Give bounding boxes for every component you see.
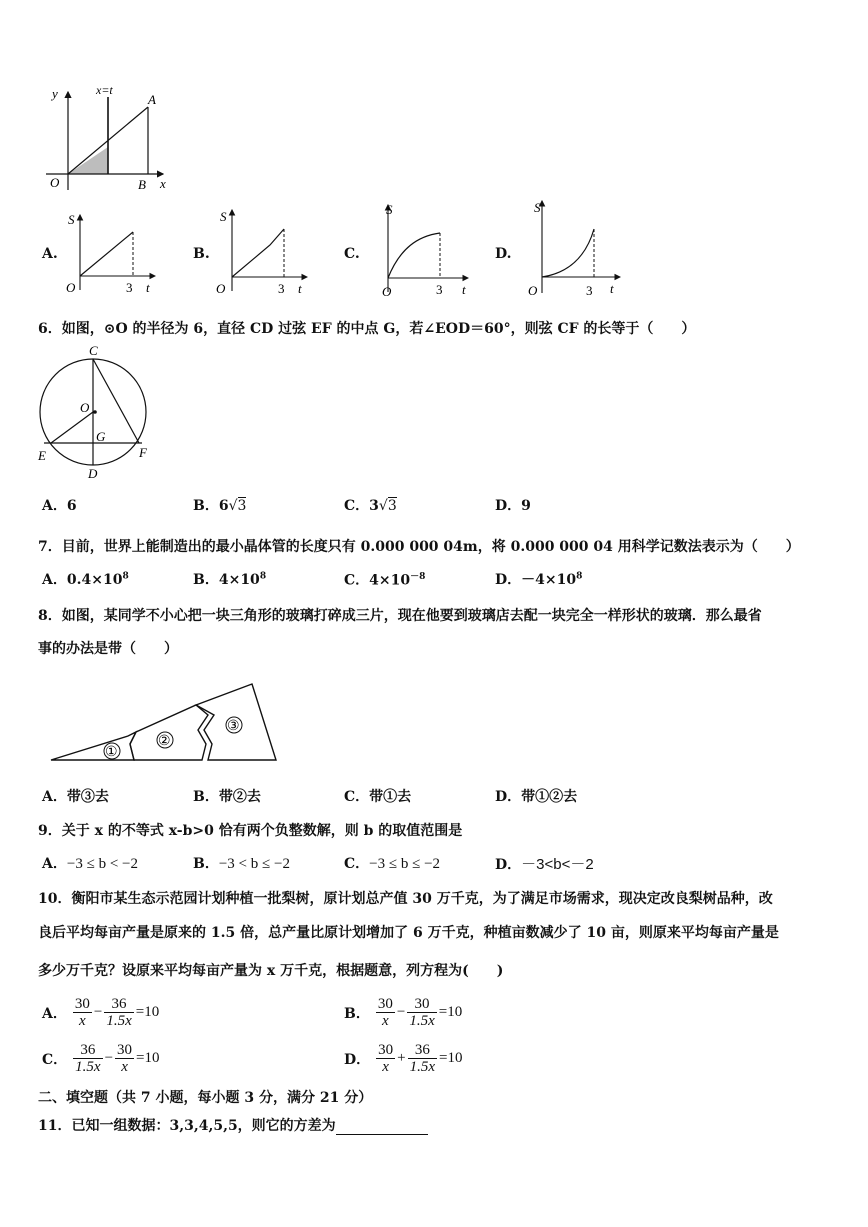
label-piece-2: ② bbox=[158, 734, 171, 749]
option-letter: C． bbox=[344, 572, 370, 589]
option-text: 带②去 bbox=[218, 789, 261, 805]
option-base: 4×10 bbox=[369, 572, 411, 589]
label-D: D bbox=[88, 466, 98, 481]
option-value: 6 bbox=[66, 498, 77, 514]
q8-stem-line2: 事的办法是带（ ） bbox=[38, 641, 178, 657]
fraction-1: $\frac{36}{1.5x}$ bbox=[75, 1042, 101, 1075]
q7-option-c[interactable] bbox=[344, 569, 425, 590]
option-letter: C． bbox=[344, 856, 370, 872]
label-3: 3 bbox=[436, 282, 443, 297]
q10-option-c[interactable] bbox=[42, 1042, 160, 1075]
label-S: S bbox=[68, 212, 75, 227]
option-radicand: 3 bbox=[237, 498, 247, 514]
label-S: S bbox=[386, 202, 393, 217]
option-letter: A． bbox=[42, 498, 67, 514]
q5-option-d-graph bbox=[520, 195, 630, 303]
option-text: 带③去 bbox=[66, 789, 109, 805]
option-letter: A． bbox=[42, 789, 67, 805]
label-3: 3 bbox=[126, 280, 133, 295]
section-2-title: 二、填空题（共 7 小题，每小题 3 分，满分 21 分） bbox=[38, 1090, 373, 1106]
option-text: −3 < b ≤ −2 bbox=[218, 856, 290, 872]
option-letter: D． bbox=[495, 857, 522, 873]
q9-stem: 9．关于 x 的不等式 x-b>0 恰有两个负整数解，则 b 的取值范围是 bbox=[38, 823, 463, 839]
q8-option-d[interactable] bbox=[495, 786, 577, 806]
option-exponent: 8 bbox=[576, 571, 583, 582]
q9-option-d[interactable] bbox=[495, 853, 594, 874]
point-B-label: B bbox=[138, 177, 146, 192]
option-letter: C． bbox=[42, 1051, 68, 1068]
option-base: 0.4×10 bbox=[66, 572, 123, 588]
q5-option-b-graph bbox=[212, 205, 312, 300]
label-S: S bbox=[534, 200, 541, 215]
equation: $\frac{36}{1.5x}$ − $\frac{30}{x}$ =10 bbox=[75, 1042, 160, 1075]
label-piece-1: ① bbox=[105, 745, 118, 760]
label-O: O bbox=[216, 281, 226, 296]
fraction-1: $\frac{30}{x}$ bbox=[378, 1042, 394, 1075]
option-letter: B． bbox=[193, 498, 219, 514]
q10-stem-line2: 良后平均每亩产量是原来的 1.5 倍，总产量比原计划增加了 6 万千克，种植亩数减少了 10 亩，则原来平均每亩产量是 bbox=[38, 925, 779, 941]
q8-stem-line1: 8．如图，某同学不小心把一块三角形的玻璃打碎成三片，现在他要到玻璃店去配一块完全一样形状的玻璃．那么最省 bbox=[38, 608, 762, 624]
q7-option-a[interactable] bbox=[42, 569, 129, 589]
curve bbox=[232, 229, 284, 277]
equation: $\frac{30}{x}$ − $\frac{30}{1.5x}$ =10 bbox=[377, 996, 463, 1029]
line-t-label: x=t bbox=[96, 83, 113, 97]
option-letter: B． bbox=[193, 856, 219, 872]
q6-stem: 6．如图，⊙O 的半径为 6，直径 CD 过弦 EF 的中点 G，若∠EOD＝60°，则弦 CF 的长等于（ ） bbox=[38, 321, 696, 337]
fraction-2: $\frac{30}{1.5x}$ bbox=[409, 996, 435, 1029]
fraction-1: $\frac{30}{x}$ bbox=[74, 996, 90, 1029]
q5-option-c-letter[interactable]: C. bbox=[344, 246, 360, 262]
option-text: 带①②去 bbox=[521, 789, 578, 805]
option-value: 9 bbox=[521, 498, 531, 514]
piece-1 bbox=[51, 732, 136, 760]
label-3: 3 bbox=[586, 283, 593, 298]
answer-blank[interactable] bbox=[336, 1120, 428, 1135]
option-letter: D． bbox=[495, 789, 522, 805]
option-letter: B． bbox=[344, 1005, 370, 1022]
segment-OE bbox=[51, 412, 93, 443]
label-O: O bbox=[528, 283, 538, 298]
label-F: F bbox=[139, 445, 147, 460]
fraction-2: $\frac{36}{1.5x}$ bbox=[409, 1042, 436, 1075]
curve bbox=[80, 232, 133, 276]
curve bbox=[388, 233, 440, 278]
label-O: O bbox=[66, 280, 76, 295]
label-O: O bbox=[80, 400, 90, 415]
q6-circle-figure bbox=[36, 342, 156, 481]
option-letter: C． bbox=[344, 498, 370, 514]
q8-option-c[interactable] bbox=[344, 786, 411, 806]
sqrt-icon: √ bbox=[378, 498, 388, 514]
q11-stem bbox=[38, 1115, 428, 1135]
q5-option-b-letter[interactable]: B. bbox=[193, 246, 210, 262]
label-t: t bbox=[298, 281, 302, 296]
label-C: C bbox=[89, 343, 98, 358]
q8-broken-glass-figure bbox=[48, 680, 288, 765]
label-3: 3 bbox=[278, 281, 285, 296]
curve bbox=[542, 229, 594, 277]
option-radicand: 3 bbox=[387, 498, 397, 514]
q6-option-b[interactable] bbox=[193, 495, 246, 515]
q7-option-d[interactable] bbox=[495, 569, 582, 589]
label-piece-3: ③ bbox=[227, 719, 240, 734]
q5-option-d-letter[interactable]: D. bbox=[495, 246, 512, 262]
label-t: t bbox=[146, 280, 150, 295]
q10-option-d[interactable] bbox=[344, 1042, 463, 1075]
label-G: G bbox=[96, 429, 106, 444]
fraction-1: $\frac{30}{x}$ bbox=[377, 996, 393, 1029]
label-t: t bbox=[462, 282, 466, 297]
q10-stem-line1: 10．衡阳市某生态示范园计划种植一批梨树，原计划总产值 30 万千克，为了满足市场需求，现决定改良梨树品种，改 bbox=[38, 891, 773, 907]
option-letter: D． bbox=[495, 572, 522, 588]
option-coef: 6 bbox=[218, 498, 229, 514]
point-A-label: A bbox=[148, 92, 156, 107]
shaded-triangle bbox=[68, 147, 108, 174]
option-base: 4×10 bbox=[218, 572, 260, 588]
q10-stem-line3: 多少万千克？设原来平均每亩产量为 x 万千克，根据题意，列方程为( ) bbox=[38, 963, 504, 979]
q5-main-graph bbox=[38, 82, 178, 197]
q6-option-c[interactable] bbox=[344, 495, 397, 515]
axis-x-label: x bbox=[160, 176, 166, 191]
option-text: −3 ≤ b ≤ −2 bbox=[369, 856, 441, 872]
fraction-2: $\frac{36}{1.5x}$ bbox=[106, 996, 132, 1029]
equation: $\frac{30}{x}$ + $\frac{36}{1.5x}$ =10 bbox=[378, 1042, 463, 1075]
q8-option-b[interactable] bbox=[193, 786, 261, 806]
option-exponent: 8 bbox=[259, 571, 267, 582]
equation: $\frac{30}{x}$ − $\frac{36}{1.5x}$ =10 bbox=[74, 996, 160, 1029]
q6-option-d[interactable] bbox=[495, 495, 531, 515]
q10-option-b[interactable] bbox=[344, 996, 462, 1029]
option-coef: 3 bbox=[369, 498, 379, 514]
label-t: t bbox=[610, 281, 614, 296]
q5-option-a-graph bbox=[60, 210, 160, 300]
sqrt-icon: √ bbox=[228, 498, 238, 514]
q9-option-c[interactable] bbox=[344, 853, 440, 873]
axis-y-label: y bbox=[52, 86, 58, 101]
label-E: E bbox=[38, 448, 46, 463]
q6-option-a[interactable] bbox=[42, 495, 77, 515]
option-exponent: 8 bbox=[122, 571, 129, 582]
q9-option-b[interactable] bbox=[193, 853, 290, 873]
option-letter: A． bbox=[42, 856, 67, 872]
option-letter: A． bbox=[42, 572, 67, 588]
q7-stem: 7．目前，世界上能制造出的最小晶体管的长度只有 0.000 000 04m，将 0.000 000 04 用科学记数法表示为（ ） bbox=[38, 539, 800, 555]
q9-option-a[interactable] bbox=[42, 853, 138, 873]
fraction-2: $\frac{30}{x}$ bbox=[117, 1042, 133, 1075]
option-letter: C． bbox=[344, 789, 370, 805]
q7-option-b[interactable] bbox=[193, 569, 266, 589]
option-letter: A． bbox=[42, 1005, 67, 1022]
label-O: O bbox=[382, 284, 392, 299]
label-S: S bbox=[220, 209, 227, 224]
option-exponent: －8 bbox=[410, 572, 426, 582]
option-base: －4×10 bbox=[521, 572, 577, 588]
q5-option-c-graph bbox=[368, 200, 478, 300]
option-text: －3<b<－2 bbox=[521, 856, 594, 873]
option-letter: B． bbox=[193, 572, 219, 588]
q10-option-a[interactable] bbox=[42, 996, 159, 1029]
option-text: 带①去 bbox=[369, 789, 412, 805]
q5-option-a-letter[interactable]: A. bbox=[42, 246, 58, 262]
option-letter: D． bbox=[344, 1051, 371, 1068]
q8-option-a[interactable] bbox=[42, 786, 109, 806]
option-letter: B． bbox=[193, 789, 219, 805]
option-letter: D． bbox=[495, 498, 522, 514]
option-text: −3 ≤ b < −2 bbox=[66, 856, 138, 872]
point-O-label: O bbox=[50, 175, 60, 190]
q11-text: 11．已知一组数据：3,3,4,5,5，则它的方差为 bbox=[38, 1118, 336, 1134]
